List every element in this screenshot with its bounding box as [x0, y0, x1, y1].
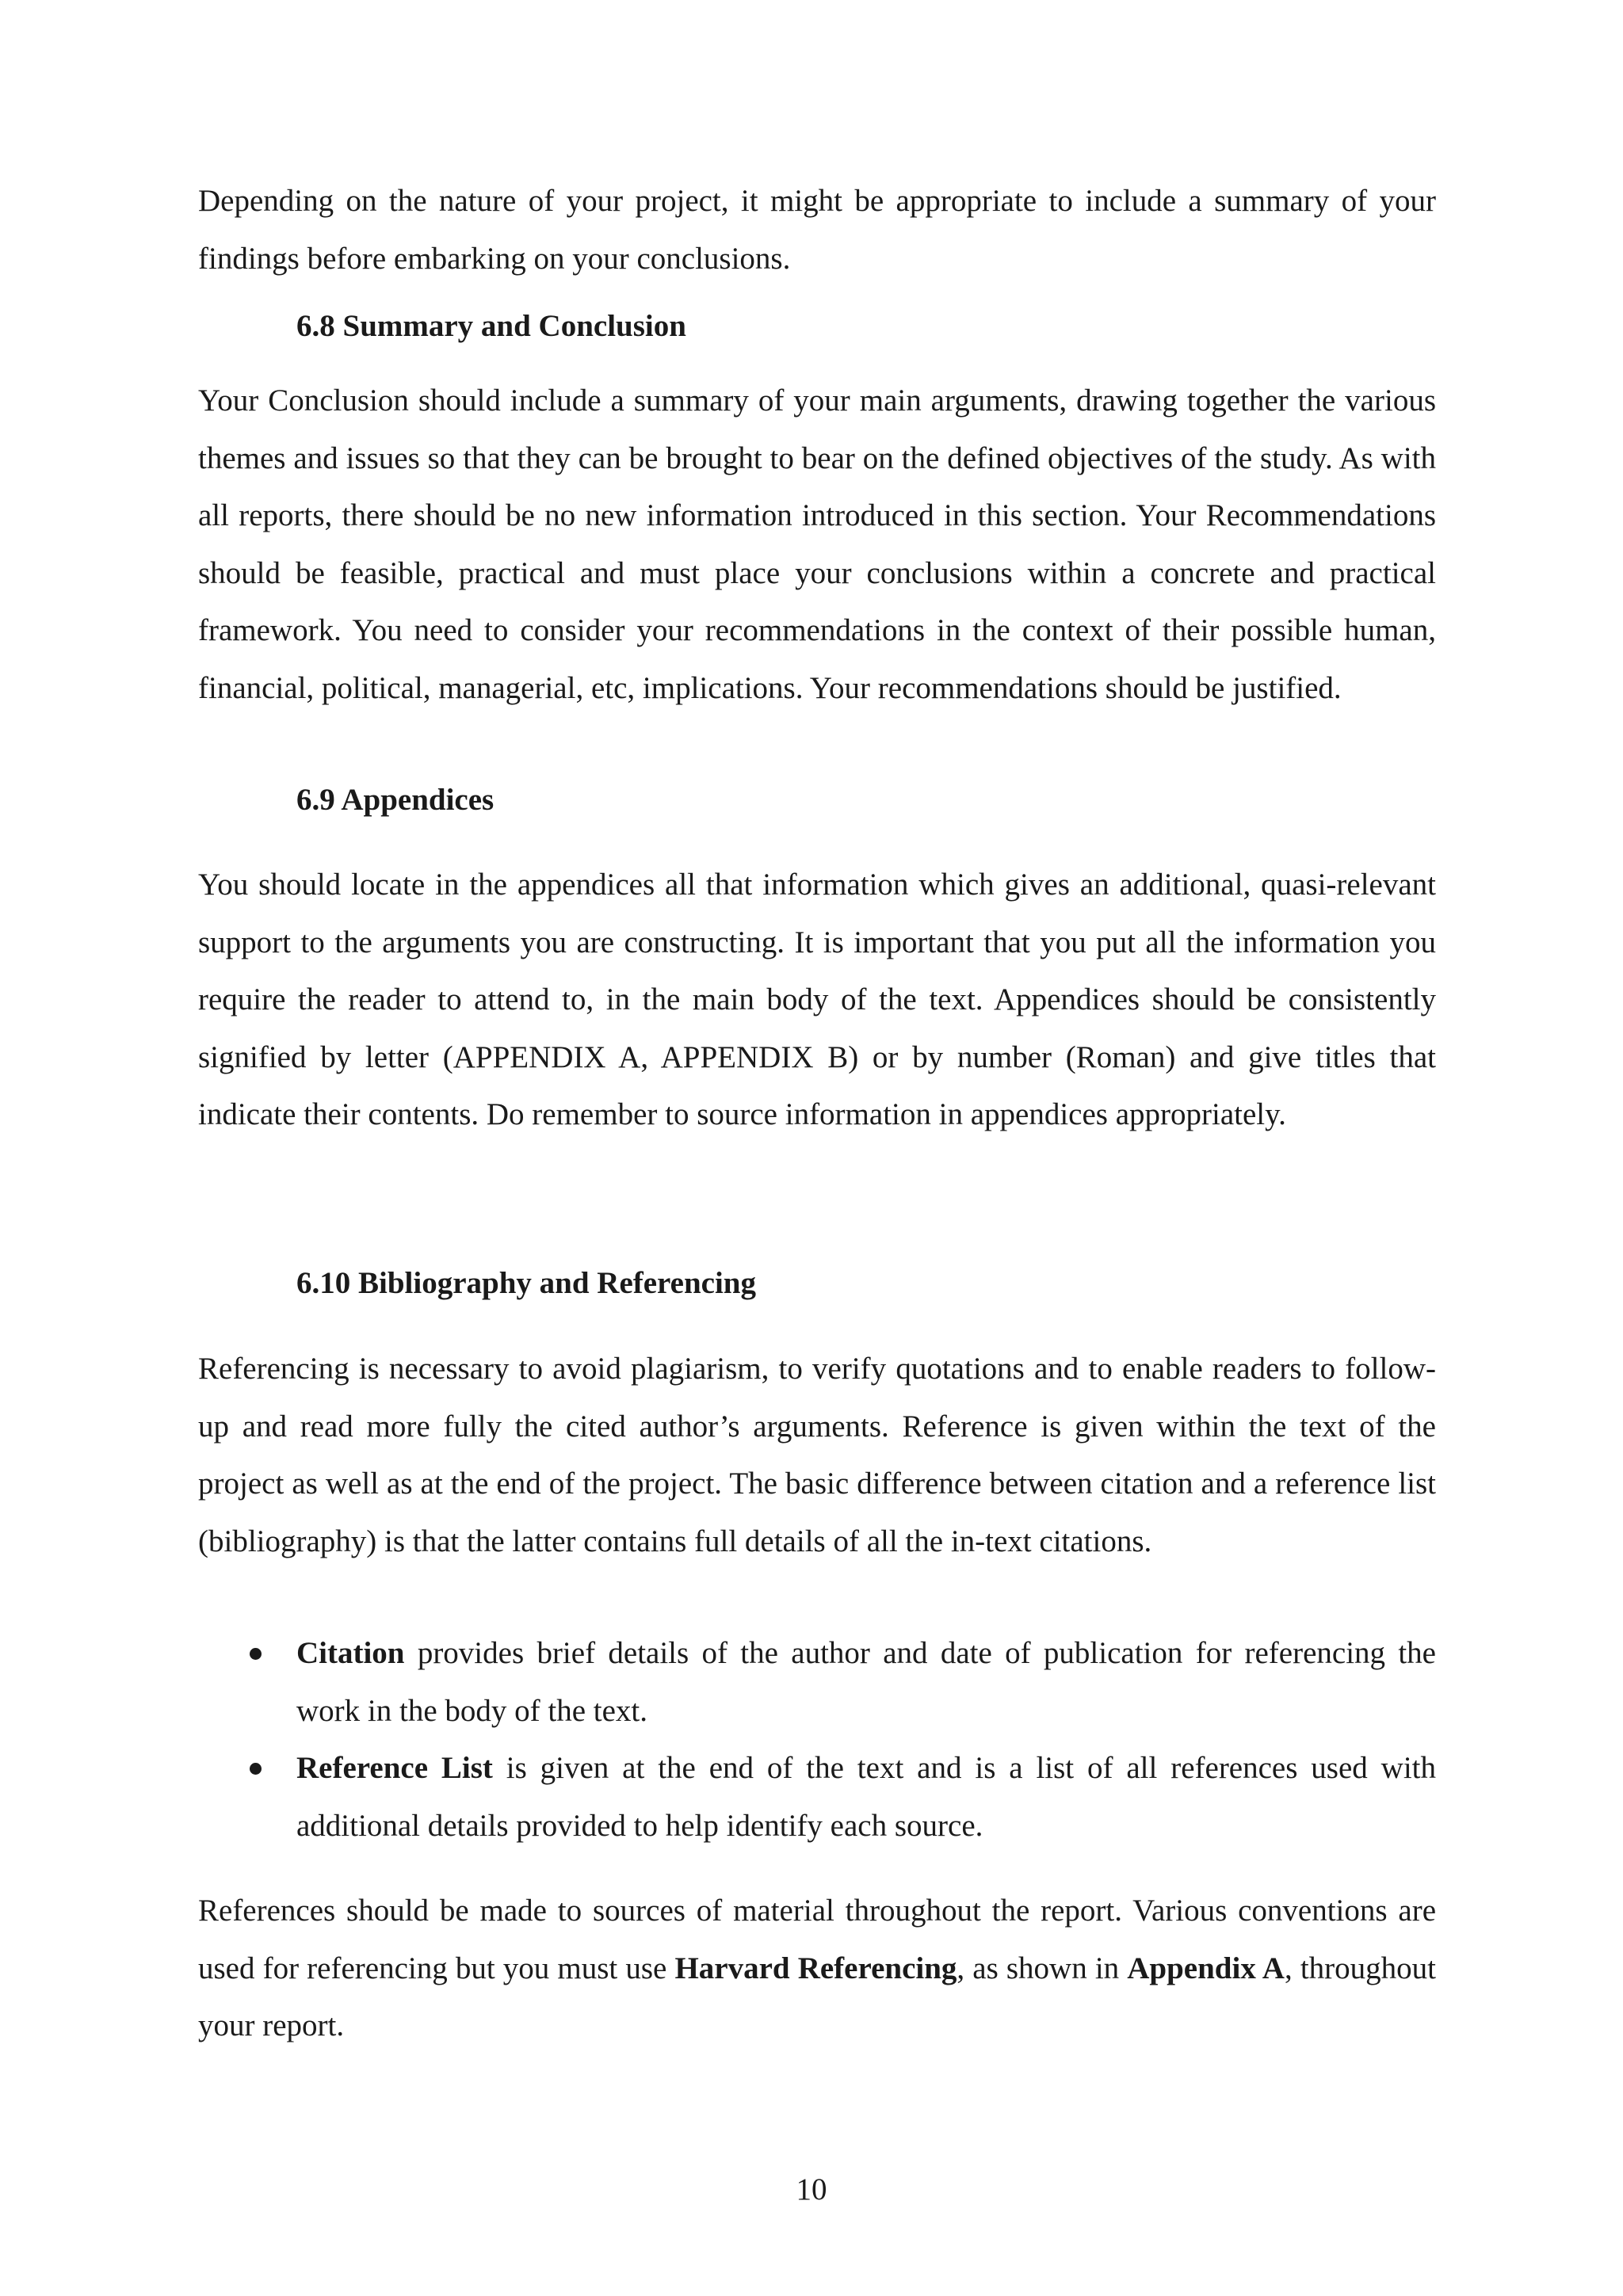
page-number: 10 [796, 2172, 827, 2206]
bullet-text: is given at the end of the text and is a list of all references used with additional details provided to help identify each source. [296, 1751, 1436, 1843]
heading-bibliography-referencing: 6.10 Bibliography and Referencing [296, 1266, 756, 1300]
closing-text-1: References should be made to sources of material throughout the report. Various conventions are used for referencing but you must use [198, 1894, 1436, 1985]
list-item [198, 1740, 1436, 1855]
heading-appendices: 6.9 Appendices [296, 783, 495, 817]
closing-text-3: , throughout your report. [198, 1951, 1436, 2042]
bullet-icon [250, 1763, 262, 1775]
appendices-paragraph: You should locate in the appendices all that information which gives an additional, quasi-relevant support to the arguments you are constructing. It is important that you put all the information you require the reader to attend to, in the main body of the text. Appendices should be consistently signified by letter (APPENDIX A, APPENDIX B) or by number (Roman) and give titles that indicate their contents. Do remember to source information in appendices appropriately. [198, 868, 1436, 1131]
bullet-term: Reference List [296, 1751, 493, 1785]
referencing-bullet-list [198, 1625, 1436, 1855]
referencing-paragraph: Referencing is necessary to avoid plagiarism, to verify quotations and to enable readers to follow-up and read more fully the cited author’s arguments. Reference is given within the text of the project as well as at the end of the project. The basic difference between citation and a reference list (bibliography) is that the latter contains full details of all the in-text citations. [198, 1352, 1436, 1558]
bullet-icon [250, 1648, 262, 1660]
bullet-text: provides brief details of the author and date of publication for referencing the work in the body of the text. [296, 1636, 1436, 1728]
bullet-term: Citation [296, 1636, 405, 1670]
heading-summary-conclusion: 6.8 Summary and Conclusion [296, 309, 686, 343]
closing-paragraph [198, 1882, 1436, 2055]
summary-conclusion-paragraph: Your Conclusion should include a summary of your main arguments, drawing together the various themes and issues so that they can be brought to bear on the defined objectives of the study. As with all reports, there should be no new information introduced in this section. Your Recommendations should be feasible, practical and must place your conclusions within a concrete and practical framework. You need to consider your recommendations in the context of their possible human, financial, political, managerial, etc, implications. Your recommendations should be justified. [198, 383, 1436, 705]
intro-paragraph: Depending on the nature of your project, it might be appropriate to include a summary of your findings before embarking on your conclusions. [198, 184, 1436, 276]
appendix-a-emphasis: Appendix A [1127, 1951, 1285, 1985]
closing-text-2: , as shown in [957, 1951, 1128, 1985]
list-item [198, 1625, 1436, 1740]
harvard-referencing-emphasis: Harvard Referencing [674, 1951, 957, 1985]
